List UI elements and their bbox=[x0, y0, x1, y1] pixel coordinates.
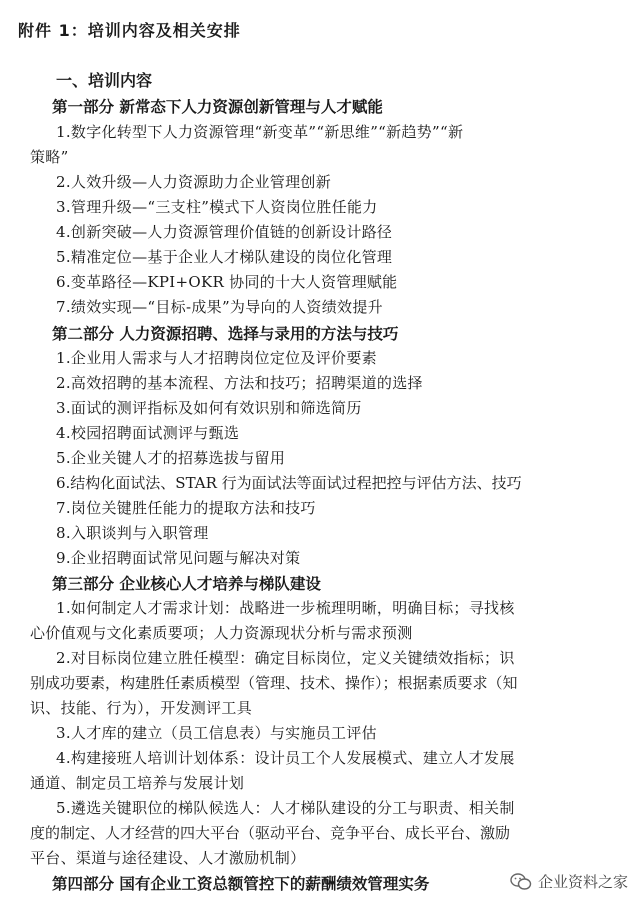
part-2-line-1: 1.企业用人需求与人才招聘岗位定位及评价要素 bbox=[56, 349, 377, 367]
wechat-icon bbox=[510, 872, 532, 892]
part-1-line-1: 1.数字化转型下人力资源管理“新变革”“新思维”“新趋势”“新 bbox=[56, 123, 464, 141]
part-1-line-1-cont: 策略” bbox=[30, 148, 69, 166]
part-1-line-4: 4.创新突破—人力资源管理价值链的创新设计路径 bbox=[56, 223, 393, 241]
part-2-line-7: 7.岗位关键胜任能力的提取方法和技巧 bbox=[56, 499, 316, 517]
part-3-line-1-cont: 心价值观与文化素质要项；人力资源现状分析与需求预测 bbox=[30, 624, 413, 642]
part-3-line-2: 2.对目标岗位建立胜任模型：确定目标岗位，定义关键绩效指标；识 bbox=[56, 649, 515, 667]
part-3-title: 第三部分 企业核心人才培养与梯队建设 bbox=[52, 575, 321, 593]
part-2-line-4: 4.校园招聘面试测评与甄选 bbox=[56, 424, 240, 442]
part-3-line-3: 3.人才库的建立（员工信息表）与实施员工评估 bbox=[56, 724, 377, 742]
part-1-line-7: 7.绩效实现—“目标-成果”为导向的人资绩效提升 bbox=[56, 298, 383, 316]
part-3-line-5-cont-1: 度的制定、人才经营的四大平台（驱动平台、竞争平台、成长平台、激励 bbox=[30, 824, 511, 842]
section-title: 一、培训内容 bbox=[56, 71, 153, 90]
part-2-line-6: 6.结构化面试法、STAR 行为面试法等面试过程把控与评估方法、技巧 bbox=[56, 474, 522, 492]
watermark bbox=[510, 871, 628, 892]
part-1-line-6: 6.变革路径—KPI+OKR 协同的十大人资管理赋能 bbox=[56, 273, 398, 291]
part-3-line-5-cont-2: 平台、渠道与途径建设、人才激励机制） bbox=[30, 849, 306, 867]
part-2-line-2: 2.高效招聘的基本流程、方法和技巧；招聘渠道的选择 bbox=[56, 374, 423, 392]
part-4-title: 第四部分 国有企业工资总额管控下的薪酬绩效管理实务 bbox=[52, 875, 430, 893]
part-2-line-9: 9.企业招聘面试常见问题与解决对策 bbox=[56, 549, 301, 567]
part-1-line-3: 3.管理升级—“三支柱”模式下人资岗位胜任能力 bbox=[56, 198, 378, 216]
attachment-title: 附件 1：培训内容及相关安排 bbox=[18, 21, 241, 40]
part-1-line-2: 2.人效升级—人力资源助力企业管理创新 bbox=[56, 173, 332, 191]
part-3-line-2-cont-1: 别成功要素，构建胜任素质模型（管理、技术、操作）；根据素质要求（知 bbox=[30, 674, 518, 692]
part-3-line-4: 4.构建接班人培训计划体系：设计员工个人发展模式、建立人才发展 bbox=[56, 749, 515, 767]
watermark-text: 企业资料之家 bbox=[537, 873, 628, 891]
part-1-title: 第一部分 新常态下人力资源创新管理与人才赋能 bbox=[52, 98, 383, 116]
part-2-line-5: 5.企业关键人才的招募选拔与留用 bbox=[56, 449, 286, 467]
part-3-line-4-cont: 通道、制定员工培养与发展计划 bbox=[30, 774, 245, 792]
part-1-line-5: 5.精准定位—基于企业人才梯队建设的岗位化管理 bbox=[56, 248, 393, 266]
part-3-line-2-cont-2: 识、技能、行为），开发测评工具 bbox=[30, 699, 253, 717]
part-2-title: 第二部分 人力资源招聘、选择与录用的方法与技巧 bbox=[52, 325, 399, 343]
part-2-line-3: 3.面试的测评指标及如何有效识别和筛选简历 bbox=[56, 399, 362, 417]
part-2-line-8: 8.入职谈判与入职管理 bbox=[56, 524, 209, 542]
part-3-line-5: 5.遴选关键职位的梯队候选人：人才梯队建设的分工与职责、相关制 bbox=[56, 799, 515, 817]
part-3-line-1: 1.如何制定人才需求计划：战略进一步梳理明晰，明确目标；寻找核 bbox=[56, 599, 515, 617]
